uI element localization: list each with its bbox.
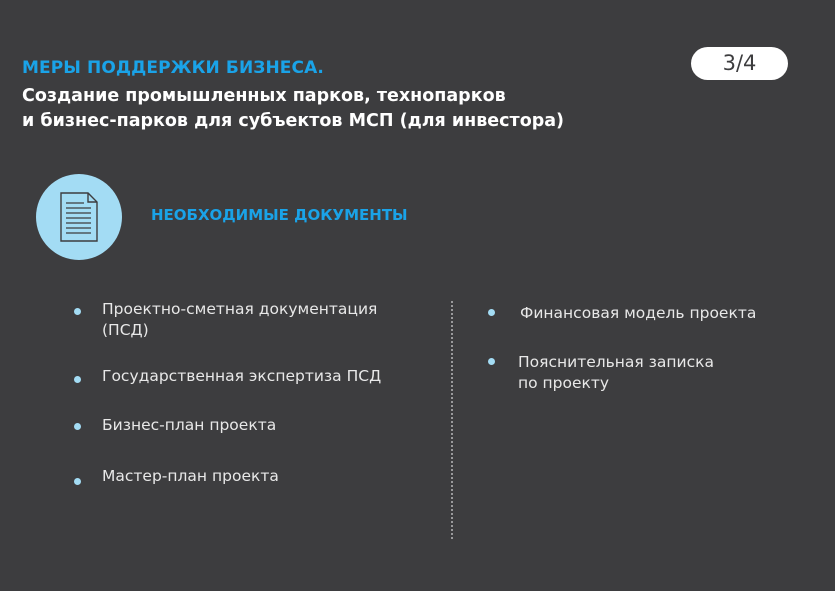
- list-item-line: Финансовая модель проекта: [520, 304, 757, 322]
- page-title: [22, 84, 564, 134]
- column-divider: [451, 301, 453, 539]
- bullet-dot: [74, 478, 81, 485]
- list-item-line: Государственная экспертиза ПСД: [102, 367, 382, 385]
- list-item: [102, 466, 279, 487]
- document-icon: [58, 191, 100, 243]
- bullet-dot: [74, 423, 81, 430]
- list-item: [102, 299, 377, 341]
- bullet-dot: [488, 309, 495, 316]
- list-item: [102, 415, 276, 436]
- list-item: [520, 303, 756, 324]
- bullet-dot: [488, 358, 495, 365]
- page-title-line-1: Создание промышленных парков, технопарков: [22, 86, 506, 106]
- list-item: [518, 352, 714, 394]
- list-item-line: по проекту: [518, 374, 610, 392]
- page-title-line-2: и бизнес-парков для субъектов МСП (для инвестора): [22, 111, 565, 131]
- section-heading: НЕОБХОДИМЫЕ ДОКУМЕНТЫ: [151, 206, 408, 224]
- bullet-dot: [74, 308, 81, 315]
- list-item-line: Бизнес-план проекта: [102, 416, 277, 434]
- document-icon-circle: [36, 174, 122, 260]
- list-item-line: Пояснительная записка: [518, 353, 715, 371]
- list-item-line: Мастер-план проекта: [102, 467, 279, 485]
- kicker-title: МЕРЫ ПОДДЕРЖКИ БИЗНЕСА.: [22, 58, 324, 78]
- list-item: [102, 366, 381, 387]
- list-item-line: (ПСД): [102, 321, 149, 339]
- bullet-dot: [74, 376, 81, 383]
- page-indicator: 3/4: [691, 47, 788, 80]
- list-item-line: Проектно-сметная документация: [102, 300, 378, 318]
